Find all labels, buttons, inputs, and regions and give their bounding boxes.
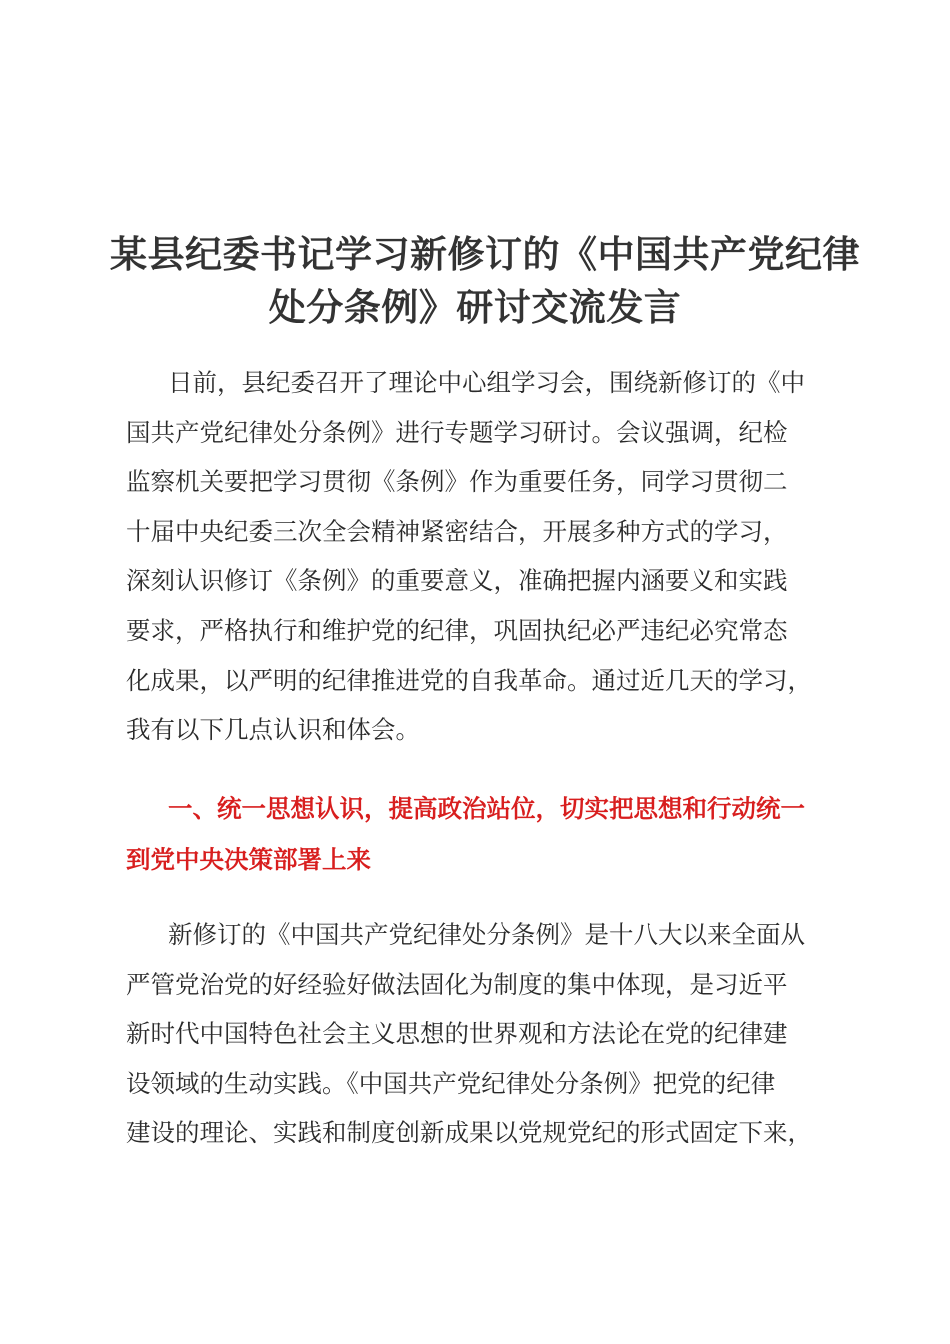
paragraph-line: 十届中央纪委三次全会精神紧密结合，开展多种方式的学习， <box>126 516 788 546</box>
intro-paragraph <box>126 358 846 755</box>
paragraph-line: 我有以下几点认识和体会。 <box>126 715 420 745</box>
section-heading <box>126 783 846 885</box>
title-line: 某县纪委书记学习新修订的《中国共产党纪律 <box>110 233 860 276</box>
paragraph-line: 国共产党纪律处分条例》进行专题学习研讨。会议强调，纪检 <box>126 417 788 447</box>
paragraph-line: 日前，县纪委召开了理论中心组学习会，围绕新修订的《中 <box>168 368 805 397</box>
heading-line: 到党中央决策部署上来 <box>126 845 371 874</box>
paragraph-line: 化成果，以严明的纪律推进党的自我革命。通过近几天的学习， <box>126 665 812 695</box>
paragraph-line: 建设的理论、实践和制度创新成果以党规党纪的形式固定下来， <box>126 1118 812 1148</box>
paragraph-line: 深刻认识修订《条例》的重要意义，准确把握内涵要义和实践 <box>126 566 788 596</box>
paragraph-line: 严管党治党的好经验好做法固化为制度的集中体现，是习近平 <box>126 969 788 999</box>
title-line: 处分条例》研讨交流发言 <box>268 286 682 329</box>
paragraph-line: 要求，严格执行和维护党的纪律，巩固执纪必严违纪必究常态 <box>126 615 788 645</box>
paragraph-line: 新修订的《中国共产党纪律处分条例》是十八大以来全面从 <box>168 920 805 949</box>
section-body-paragraph <box>126 910 846 1158</box>
paragraph-line: 新时代中国特色社会主义思想的世界观和方法论在党的纪律建 <box>126 1019 788 1049</box>
paragraph-line: 监察机关要把学习贯彻《条例》作为重要任务，同学习贯彻二 <box>126 467 788 497</box>
paragraph-line: 设领域的生动实践。《中国共产党纪律处分条例》把党的纪律 <box>126 1068 776 1098</box>
heading-line: 一、统一思想认识，提高政治站位，切实把思想和行动统一 <box>168 794 805 823</box>
document-title <box>110 228 860 334</box>
